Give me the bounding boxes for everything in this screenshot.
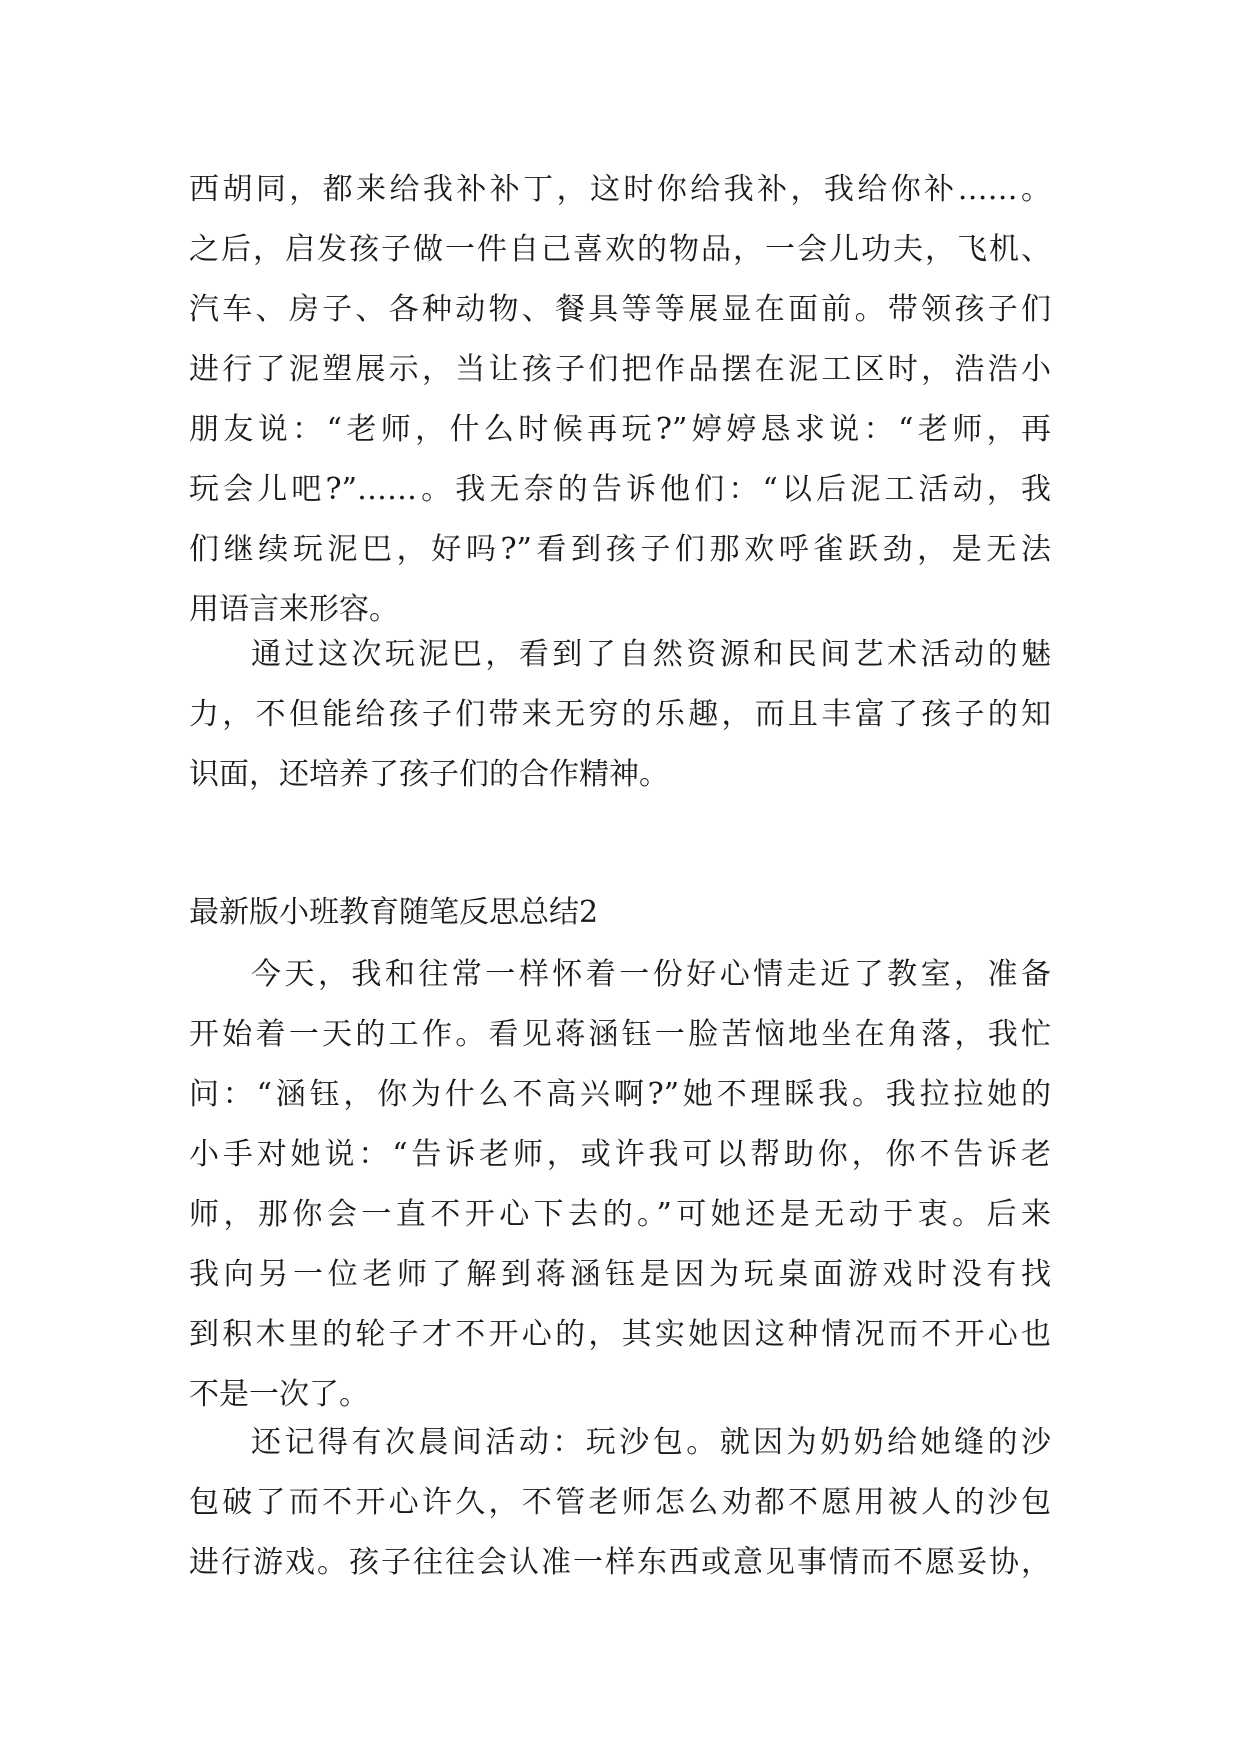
paragraph-line: 朋友说：“老师，什么时候再玩?”婷婷恳求说：“老师，再 xyxy=(189,412,1051,447)
paragraph-line: 师，那你会一直不开心下去的。”可她还是无动于衷。后来 xyxy=(189,1197,1051,1232)
paragraph-line: 力，不但能给孩子们带来无穷的乐趣，而且丰富了孩子的知 xyxy=(189,697,1051,732)
paragraph-line: 包破了而不开心许久，不管老师怎么劝都不愿用被人的沙包 xyxy=(189,1485,1051,1520)
paragraph-line: 们继续玩泥巴，好吗?”看到孩子们那欢呼雀跃劲，是无法 xyxy=(189,532,1051,567)
paragraph-line: 我向另一位老师了解到蒋涵钰是因为玩桌面游戏时没有找 xyxy=(189,1257,1051,1292)
section-title: 最新版小班教育随笔反思总结2 xyxy=(189,895,599,930)
paragraph-4 xyxy=(189,1413,1051,1593)
paragraph-line: 玩会儿吧?”……。我无奈的告诉他们：“以后泥工活动，我 xyxy=(189,472,1051,507)
paragraph-line: 小手对她说：“告诉老师，或许我可以帮助你，你不告诉老 xyxy=(189,1137,1051,1172)
paragraph-line: 进行了泥塑展示，当让孩子们把作品摆在泥工区时，浩浩小 xyxy=(189,352,1051,387)
paragraph-line: 开始着一天的工作。看见蒋涵钰一脸苦恼地坐在角落，我忙 xyxy=(189,1017,1051,1052)
section-title-block xyxy=(189,883,1051,943)
paragraph-line: 今天，我和往常一样怀着一份好心情走近了教室，准备 xyxy=(251,957,1051,992)
paragraph-line: 之后，启发孩子做一件自己喜欢的物品，一会儿功夫，飞机、 xyxy=(189,232,1051,267)
paragraph-line: 不是一次了。 xyxy=(189,1377,369,1412)
paragraph-3 xyxy=(189,945,1051,1425)
paragraph-line: 还记得有次晨间活动：玩沙包。就因为奶奶给她缝的沙 xyxy=(251,1425,1051,1460)
paragraph-line: 进行游戏。孩子往往会认准一样东西或意见事情而不愿妥协， xyxy=(189,1545,1051,1580)
paragraph-line: 到积木里的轮子才不开心的，其实她因这种情况而不开心也 xyxy=(189,1317,1051,1352)
paragraph-line: 问：“涵钰，你为什么不高兴啊?”她不理睬我。我拉拉她的 xyxy=(189,1077,1051,1112)
paragraph-line: 西胡同，都来给我补补丁，这时你给我补，我给你补……。 xyxy=(189,172,1051,207)
paragraph-line: 通过这次玩泥巴，看到了自然资源和民间艺术活动的魅 xyxy=(251,637,1051,672)
paragraph-2 xyxy=(189,625,1051,805)
paragraph-line: 识面，还培养了孩子们的合作精神。 xyxy=(189,757,669,792)
paragraph-line: 汽车、房子、各种动物、餐具等等展显在面前。带领孩子们 xyxy=(189,292,1051,327)
paragraph-1 xyxy=(189,160,1051,640)
paragraph-line: 用语言来形容。 xyxy=(189,592,399,627)
